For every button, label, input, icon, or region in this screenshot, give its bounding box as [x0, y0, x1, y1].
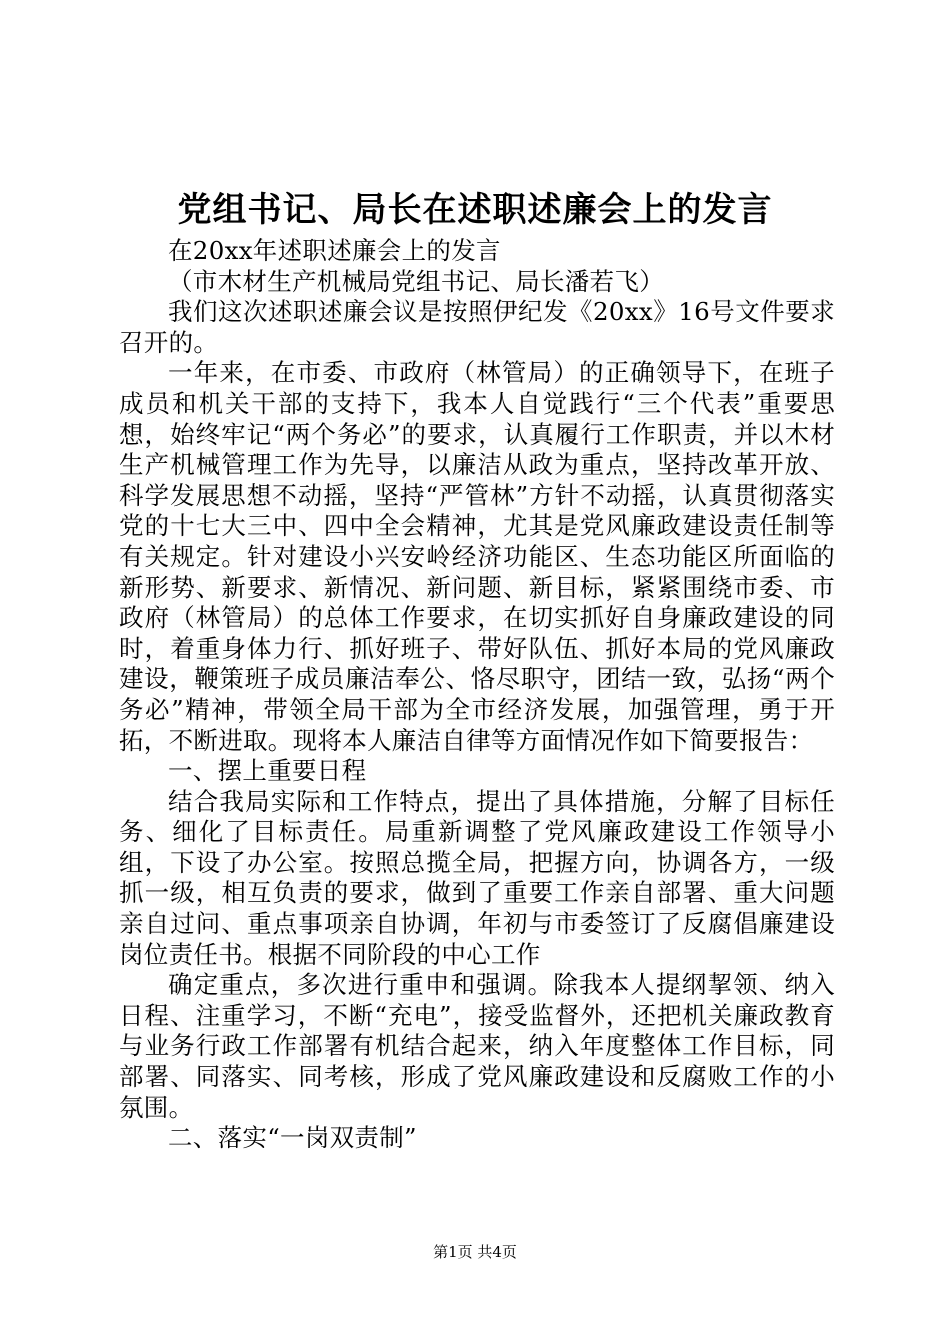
paragraph-subtitle: 在20xx年述职述廉会上的发言: [168, 236, 501, 265]
section-heading-1: 一、摆上重要日程: [168, 756, 367, 786]
paragraph-section-1-cont: 确定重点，多次进行重申和强调。除我本人提纲挈领、纳入日程、注重学习，不断“充电”，接受监督外，还把机关廉政教育与业务行政工作部署有机结合起来，纳入年度整体工作目标，同部署、同落实、同考核，形成了党风廉政建设和反腐败工作的小氛围。: [119, 970, 835, 1122]
paragraph-overview: 一年来，在市委、市政府（林管局）的正确领导下，在班子成员和机关干部的支持下，我本人自觉践行“三个代表”重要思想，始终牢记“两个务必”的要求，认真履行工作职责，并以木材生产机械管理工作为先导，以廉洁从政为重点，坚持改革开放、科学发展思想不动摇，坚持“严管林”方针不动摇，认真贯彻落实党的十七大三中、四中全会精神，尤其是党风廉政建设责任制等有关规定。针对建设小兴安岭经济功能区、生态功能区所面临的新形势、新要求、新情况、新问题、新目标，紧紧围绕市委、市政府（林管局）的总体工作要求，在切实抓好自身廉政建设的同时，着重身体力行、抓好班子、带好队伍、抓好本局的党风廉政建设，鞭策班子成员廉洁奉公、恪尽职守，团结一致，弘扬“两个务必”精神，带领全局干部为全市经济发展，加强管理，勇于开拓，不断进取。现将本人廉洁自律等方面情况作如下简要报告：: [119, 358, 835, 755]
paragraph-speaker: （市木材生产机械局党组书记、局长潘若飞）: [168, 266, 664, 296]
document-body: [119, 236, 835, 1154]
paragraph-section-1: 结合我局实际和工作特点，提出了具体措施，分解了目标任务、细化了目标责任。局重新调整了党风廉政建设工作领导小组，下设了办公室。按照总揽全局，把握方向，协调各方，一级抓一级，相互负责的要求，做到了重要工作亲自部署、重大问题亲自过问、重点事项亲自协调，年初与市委签订了反腐倡廉建设岗位责任书。根据不同阶段的中心工作: [119, 786, 835, 969]
document-title: 党组书记、局长在述职述廉会上的发言: [177, 190, 773, 230]
page-footer: 第1页 共4页: [433, 1243, 517, 1261]
section-heading-2: 二、落实“一岗双责制”: [168, 1123, 417, 1153]
paragraph-intro: 我们这次述职述廉会议是按照伊纪发《20xx》16号文件要求召开的。: [119, 297, 835, 357]
